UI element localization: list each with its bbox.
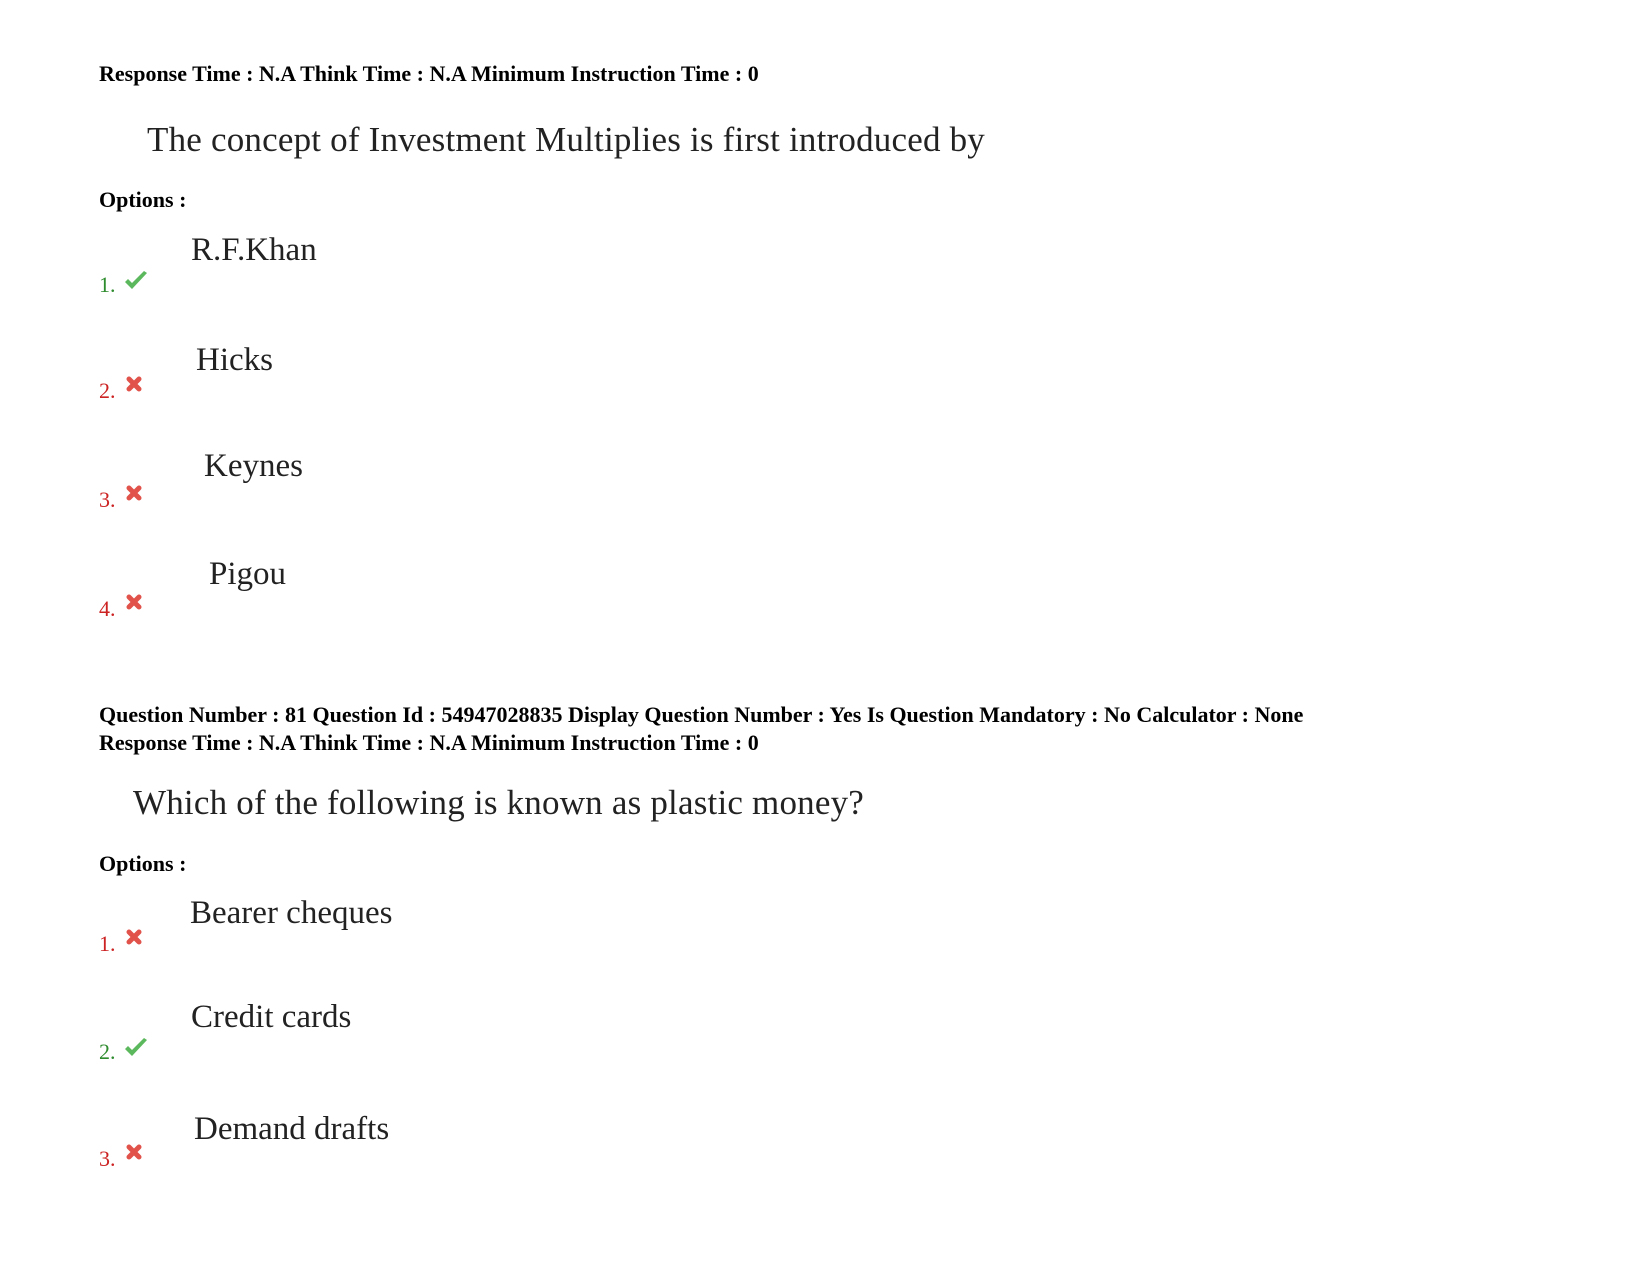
cross-icon [125, 593, 151, 615]
q80-option-4-number: 4. [99, 596, 116, 621]
q81-header-meta: Question Number : 81 Question Id : 54947028835 Display Question Number : Yes Is Question Mandatory : No Calculator : None [99, 702, 1304, 727]
q80-option-2-text: Hicks [196, 342, 273, 378]
q80-option-3-number: 3. [99, 487, 116, 512]
cross-icon [125, 1143, 151, 1165]
q81-option-3-text: Demand drafts [194, 1111, 390, 1147]
q80-response-meta: Response Time : N.A Think Time : N.A Minimum Instruction Time : 0 [99, 61, 759, 86]
q80-option-1-number: 1. [99, 272, 116, 297]
cross-icon [125, 375, 151, 397]
q80-option-4-text: Pigou [209, 556, 287, 592]
q81-options-label: Options : [99, 851, 187, 876]
q80-question-text: The concept of Investment Multiplies is first introduced by [147, 120, 986, 159]
check-icon [123, 270, 149, 292]
q81-option-2-text: Credit cards [191, 999, 352, 1035]
q80-option-1-text: R.F.Khan [191, 232, 317, 268]
q81-option-1-text: Bearer cheques [190, 895, 393, 931]
q80-options-label: Options : [99, 187, 187, 212]
q81-option-2-number: 2. [99, 1039, 116, 1064]
cross-icon [125, 928, 151, 950]
q81-question-text: Which of the following is known as plastic money? [133, 783, 865, 822]
q81-option-1-number: 1. [99, 931, 116, 956]
q81-response-meta: Response Time : N.A Think Time : N.A Minimum Instruction Time : 0 [99, 730, 759, 755]
check-icon [123, 1037, 149, 1059]
q81-option-3-number: 3. [99, 1146, 116, 1171]
cross-icon [125, 484, 151, 506]
q80-option-2-number: 2. [99, 378, 116, 403]
q80-option-3-text: Keynes [204, 448, 303, 484]
